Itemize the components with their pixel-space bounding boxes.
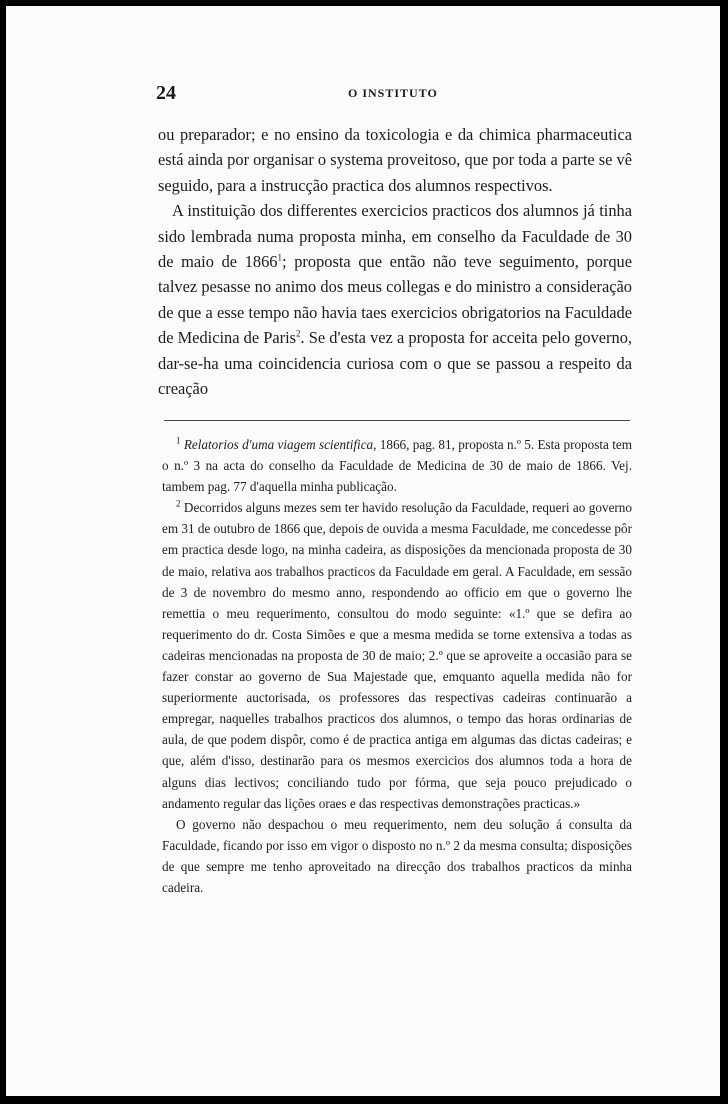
footnote-marker: 2 [176, 498, 181, 509]
footnotes [162, 434, 632, 898]
book-page [6, 6, 720, 1096]
footnote-marker: 1 [176, 435, 181, 446]
paragraph-text: . Se d'esta vez a proposta for acceita pelo governo, dar-se-ha uma coincidencia curiosa com o que se passou a respeito da creação [158, 328, 632, 399]
footnote [162, 497, 632, 813]
footnote-text: , 1866, pag. 81, proposta n.º 5. Esta proposta tem o n.º 3 na acta do conselho da Faculdade de Medicina de 30 de maio de 1866. Vej. tambem pag. 77 d'aquella minha publicação. [162, 437, 632, 495]
footnote-ref: 1 [277, 252, 282, 263]
paragraph-text: ; proposta que então não teve seguimento, porque talvez pesasse no animo dos meus collegas e do ministro a consideração de que a esse tempo não havia taes exercicios obrigatorios na Faculdade de Medicina de Paris [158, 252, 632, 348]
footnote [162, 434, 632, 497]
footnote-title: Relatorios d'uma viagem scientifica [183, 437, 374, 452]
paragraph [158, 198, 632, 401]
running-title: O INSTITUTO [348, 86, 438, 100]
main-text [158, 122, 632, 401]
page-header [156, 82, 632, 108]
paragraph-text: A instituição dos differentes exercicios practicos dos alumnos já tinha sido lembrada numa proposta minha, em conselho da Faculdade de 30 de maio de 1866 [158, 201, 632, 272]
page-number: 24 [156, 82, 176, 104]
footnote: O governo não despachou o meu requerimento, nem deu solução á consulta da Faculdade, ficando por isso em vigor o disposto no n.º 2 da mesma consulta; disposições de que sempre me tenho aproveitado na direcção dos trabalhos practicos da minha cadeira. [162, 816, 632, 895]
footnote-ref: 2 [296, 328, 301, 339]
footnote-text: Decorridos alguns mezes sem ter havido resolução da Faculdade, requeri ao governo em 31 de outubro de 1866 que, depois de ouvida a mesma Faculdade, me concedesse pôr em practica desde logo, na minha cadeira, as disposições da mencionada proposta de 30 de maio, relativa aos trabalhos practicos da Faculdade em geral. A Faculdade, em sessão de 3 de novembro do mesmo anno, respondendo ao officio em que o governo lhe remettia o meu requerimento, consultou do modo seguinte: «1.º que se defira ao requerimento do dr. Costa Simões e que a mesma medida se torne extensiva a todas as cadeiras mencionadas na proposta de 30 de maio; 2.º que se aproveite a occasião para se fazer constar ao governo de Sua Majestade que, emquanto aquella medida não for superiormente auctorisada, os professores das respectivas cadeiras continuarão a empregar, naquelles trabalhos practicos dos alumnos, o tempo das horas ordinarias de aula, de que podem dispôr, como é de practica antiga em algumas das dictas cadeiras; e que, além d'isso, destinarão para os mesmos exercicios dos alumnos toda a hora de alguns dias lectivos; conciliando tudo por fórma, que seja pouco prejudicado o andamento regular das lições oraes e das respectivas demonstrações practicas.» [162, 500, 632, 811]
paragraph: ou preparador; e no ensino da toxicologia e da chimica pharmaceutica está ainda por organisar o systema proveitoso, que por toda a parte se vê seguido, para a instrucção practica dos alumnos respectivos. [158, 125, 632, 195]
footnote-divider [164, 420, 630, 421]
